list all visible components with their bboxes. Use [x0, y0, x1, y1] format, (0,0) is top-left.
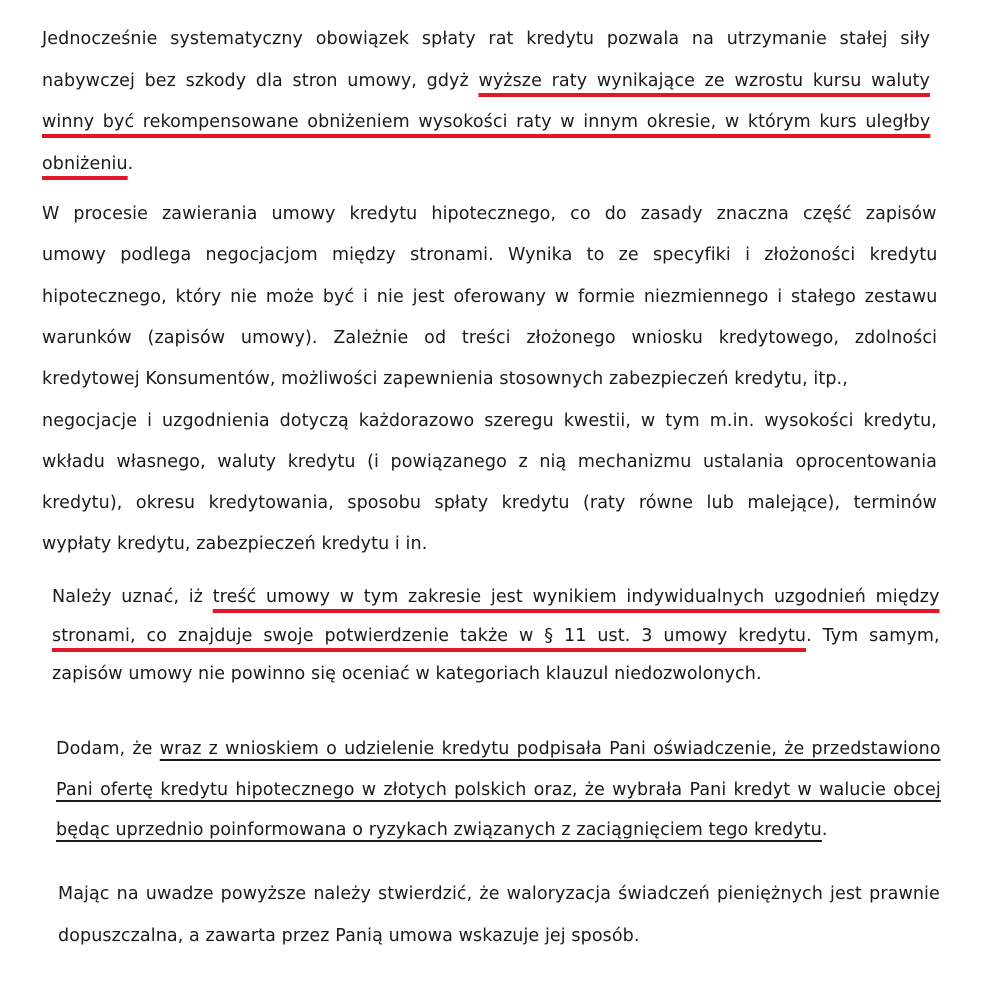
- text-span: umowy podlega negocjacjom między stronami. Wynika to ze specyfiki i złożoności kredytu: [42, 245, 938, 266]
- highlighted-text: obniżeniu: [42, 153, 128, 174]
- text-line: [42, 327, 937, 349]
- text-line: [42, 451, 937, 473]
- text-line: [42, 203, 937, 225]
- text-line: [42, 368, 848, 390]
- text-line: [42, 410, 937, 432]
- text-line: [58, 925, 640, 947]
- text-line: [56, 819, 828, 841]
- text-span: . Tym samym,: [806, 625, 940, 646]
- text-span: hipotecznego, który nie może być i nie jest oferowany w formie niezmiennego i stałego zestawu: [42, 286, 938, 307]
- underlined-text: będąc uprzednio poinformowana o ryzykach związanych z zaciągnięciem tego kredytu: [56, 820, 822, 840]
- underlined-text: Pani ofertę kredytu hipotecznego w złotych polskich oraz, że wybrała Pani kredyt w walucie obcej: [56, 779, 941, 800]
- text-span: dopuszczalna, a zawarta przez Panią umowa wskazuje jej sposób.: [58, 925, 640, 946]
- text-line: [42, 286, 937, 308]
- highlighted-text: stronami, co znajduje swoje potwierdzenie także w § 11 ust. 3 umowy kredytu: [52, 625, 807, 646]
- highlighted-text: wyższe raty wynikające ze wzrostu kursu waluty: [478, 70, 930, 91]
- highlighted-text: winny być rekompensowane obniżeniem wysokości raty w innym okresie, w którym kurs uległby: [42, 112, 931, 132]
- text-span: Dodam, że: [56, 739, 160, 759]
- text-line: [56, 779, 941, 801]
- text-line: [42, 244, 937, 266]
- text-span: nabywczej bez szkody dla stron umowy, gdyż: [42, 70, 479, 91]
- text-line: [42, 153, 133, 175]
- text-span: W procesie zawierania umowy kredytu hipotecznego, co do zasady znaczna część zapisów: [42, 204, 937, 224]
- text-span: Należy uznać, iż: [52, 587, 213, 607]
- text-line: [52, 625, 940, 647]
- text-line: [52, 586, 940, 608]
- text-span: kredytowej Konsumentów, możliwości zapewnienia stosownych zabezpieczeń kredytu, itp.,: [42, 369, 848, 390]
- text-line: [42, 70, 930, 92]
- text-span: .: [821, 820, 828, 840]
- text-line: [42, 492, 937, 514]
- text-span: wkładu własnego, waluty kredytu (i powiązanego z nią mechanizmu ustalania oprocentowania: [42, 451, 937, 472]
- text-line: [42, 28, 930, 50]
- text-span: kredytu), okresu kredytowania, sposobu spłaty kredytu (raty równe lub malejące), terminów: [42, 493, 937, 514]
- text-span: .: [127, 153, 134, 174]
- text-span: zapisów umowy nie powinno się oceniać w kategoriach klauzul niedozwolonych.: [52, 664, 762, 684]
- text-line: [58, 883, 940, 905]
- text-line: [42, 111, 930, 133]
- underlined-text: wraz z wnioskiem o udzielenie kredytu podpisała Pani oświadczenie, że przedstawiono: [159, 739, 941, 759]
- text-span: negocjacje i uzgodnienia dotyczą każdorazowo szeregu kwestii, w tym m.in. wysokości kredytu,: [42, 410, 937, 431]
- text-line: [42, 533, 427, 555]
- text-span: Jednocześnie systematyczny obowiązek spłaty rat kredytu pozwala na utrzymanie stałej siły: [42, 29, 931, 49]
- text-span: Mając na uwadze powyższe należy stwierdzić, że waloryzacja świadczeń pieniężnych jest prawnie: [58, 884, 940, 904]
- text-span: wypłaty kredytu, zabezpieczeń kredytu i in.: [42, 534, 428, 555]
- text-span: warunków (zapisów umowy). Zależnie od treści złożonego wniosku kredytowego, zdolności: [42, 327, 938, 348]
- text-line: [52, 663, 762, 685]
- highlighted-text: treść umowy w tym zakresie jest wynikiem indywidualnych uzgodnień między: [212, 587, 940, 607]
- text-line: [56, 738, 941, 760]
